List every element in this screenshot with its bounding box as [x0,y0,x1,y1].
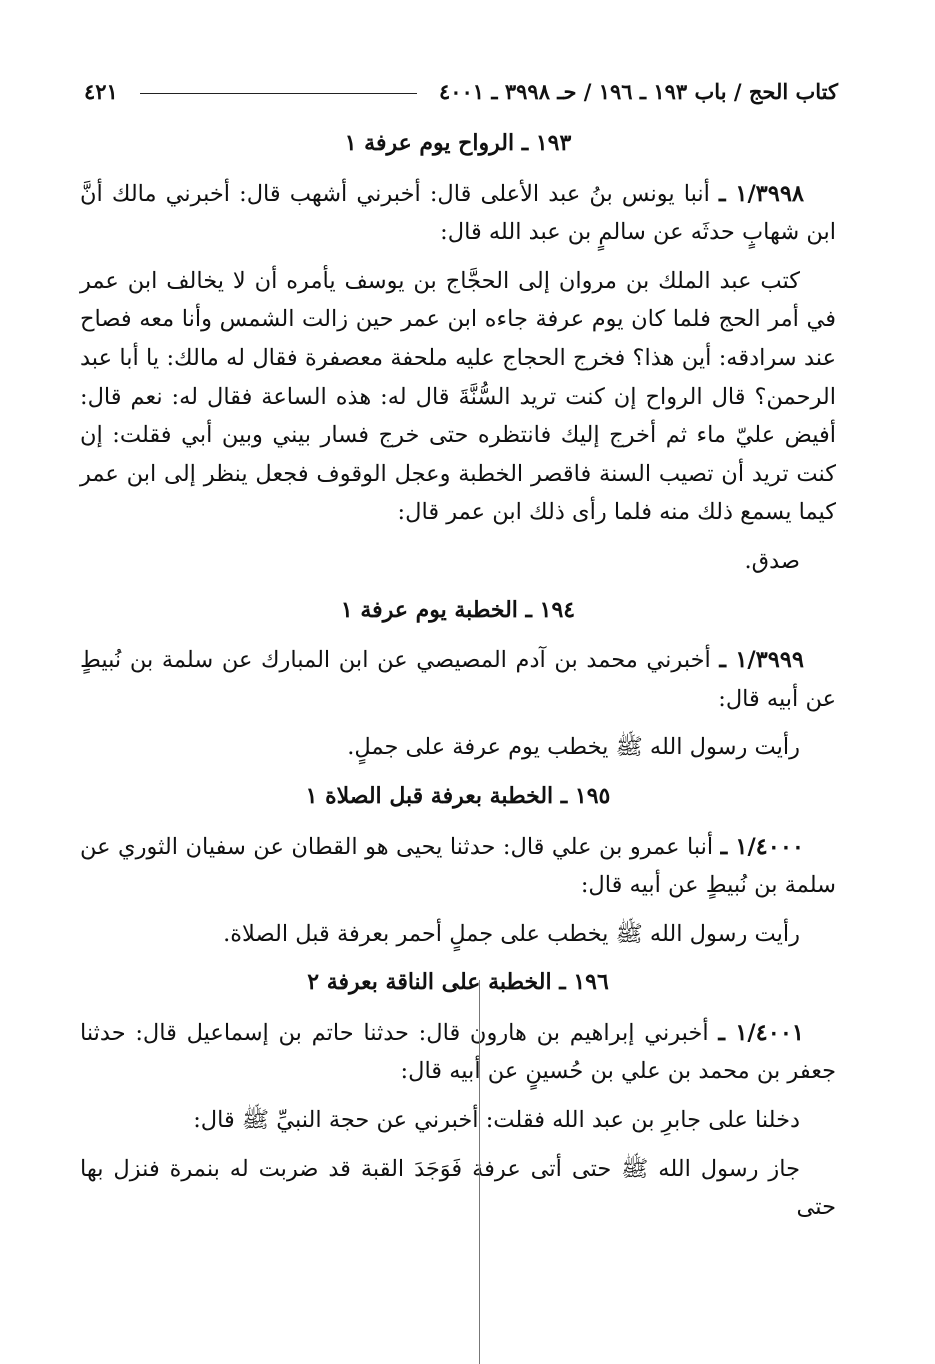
chapter-heading: ١٩٤ ـ الخطبة يوم عرفة ١ [340,596,576,623]
hadith-isnad [80,175,836,252]
isnad-text: أنبا عمرو بن علي قال: حدثنا يحيى هو القطان عن سفيان الثوري عن سلمة بن نُبيطٍ عن أبيه قال: [80,833,836,899]
chapter-heading: ١٩٦ ـ الخطبة على الناقة بعرفة ٢ [307,969,609,996]
hadith-isnad [80,828,836,905]
scan-fold-line [479,980,480,1364]
hadith-matn: دخلنا على جابرِ بن عبد الله فقلت: أخبرني عن حجة النبيِّ ﷺ قال: [193,1107,800,1134]
hadith-number: ١/٣٩٩٨ ـ [719,180,805,207]
hadith-matn: كتب عبد الملك بن مروان إلى الحجَّاج بن يوسف يأمره أن لا يخالف ابن عمر في أمر الحج فلما كان يوم عرفة جاءه ابن عمر حين زالت الشمس وأنا معه فصاح عند سرادقه: أين هذا؟ فخرج الحجاج عليه ملحفة معصفرة فقال له مالك: يا أبا عبد الرحمن؟ قال الرواح إن كنت تريد السُّنَّةَ قال له: هذه الساعة فقال له: نعم قال: أفيض عليّ ماء ثم أخرج إليك فانتظره حتى خرج فسار بيني وبين أبي فقلت: إن كنت تريد أن تصيب السنة فاقصر الخطبة وعجل الوقوف فجعل ينظر إلى ابن عمر كيما يسمع ذلك منه فلما رأى ذلك ابن عمر قال: [80,267,837,526]
hadith-number: ١/٣٩٩٩ ـ [719,647,804,674]
hadith-number: ١/٤٠٠٠ ـ [720,833,805,860]
page-number: ٤٢١ [84,78,118,104]
hadith-closing: جاز رسول الله ﷺ حتى أتى عرفة فَوَجَدَ القبة قد ضربت له بنمرة فنزل بها حتى [80,1155,836,1221]
chapter-heading: ١٩٣ ـ الرواح يوم عرفة ١ [344,130,572,156]
hadith-matn: رأيت رسول الله ﷺ يخطب يوم عرفة على جملٍ. [347,734,800,761]
hadith-number: ١/٤٠٠١ ـ [718,1019,804,1046]
hadith-isnad [80,1014,836,1091]
running-title: كتاب الحج / باب ١٩٣ ـ ١٩٦ / حـ ٣٩٩٨ ـ ٤٠٠١ [438,78,838,104]
page-header [84,74,838,108]
page-body [80,118,836,1237]
hadith-matn: رأيت رسول الله ﷺ يخطب على جملٍ أحمر بعرفة قبل الصلاة. [223,920,800,947]
hadith-closing: صدق. [744,547,800,574]
hadith-isnad [80,641,836,718]
chapter-heading: ١٩٥ ـ الخطبة بعرفة قبل الصلاة ١ [305,782,611,809]
isnad-text: أنبا يونس بنُ عبد الأعلى قال: أخبرني أشهب قال: أخبرني مالك أنَّ ابن شهابٍ حدثَه عن سالمٍ بن عبد الله قال: [80,180,836,246]
isnad-text: أخبرني إبراهيم بن هارون قال: حدثنا حاتم بن إسماعيل قال: حدثنا جعفر بن محمد بن علي بن حُسينٍ عن أبيه قال: [80,1019,836,1085]
header-rule [140,93,417,94]
isnad-text: أخبرني محمد بن آدم المصيصي عن ابن المبارك عن سلمة بن نُبيطٍ عن أبيه قال: [80,647,836,712]
